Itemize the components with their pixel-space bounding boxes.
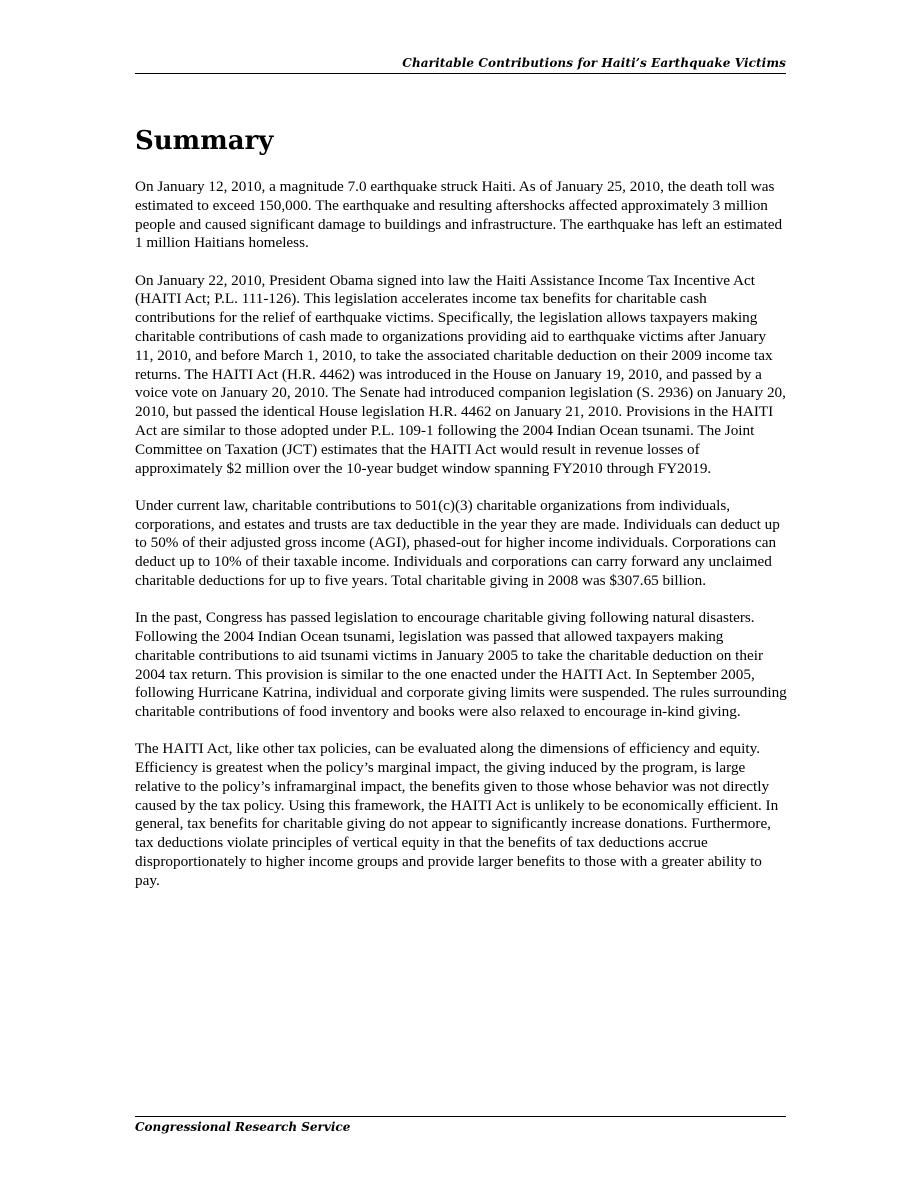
paragraph-past-legislation: In the past, Congress has passed legislation to encourage charitable giving following natural disasters. Following the 2004 Indian Ocean tsunami, legislation was passed that allowed taxpayers making charitable contributions to aid tsunami victims in January 2005 to take the charitable deduction on their 2004 tax return. This provision is similar to the one enacted under the HAITI Act. In September 2005, following Hurricane Katrina, individual and corporate giving limits were suspended. The rules surrounding charitable contributions of food inventory and books were also relaxed to encourage in-kind giving. (135, 609, 787, 721)
summary-body (135, 178, 787, 909)
paragraph-efficiency-equity: The HAITI Act, like other tax policies, can be evaluated along the dimensions of efficiency and equity. Efficiency is greatest when the policy’s marginal impact, the giving induced by the program, is large relative to the policy’s inframarginal impact, the benefits given to those whose behavior was not directly caused by the tax policy. Using this framework, the HAITI Act is unlikely to be economically efficient. In general, tax benefits for charitable giving do not appear to significantly increase donations. Furthermore, tax deductions violate principles of vertical equity in that the benefits of tax deductions accrue disproportionately to higher income groups and provide larger benefits to those with a greater ability to pay. (135, 740, 779, 889)
footer-publisher: Congressional Research Service (135, 1120, 351, 1134)
paragraph-haiti-act: On January 22, 2010, President Obama signed into law the Haiti Assistance Income Tax Incentive Act (HAITI Act; P.L. 111-126). This legislation accelerates income tax benefits for charitable cash contributions for the relief of earthquake victims. Specifically, the legislation allows taxpayers making charitable contributions of cash made to organizations providing aid to earthquake victims after January 11, 2010, and before March 1, 2010, to take the associated charitable deduction on their 2009 income tax returns. The HAITI Act (H.R. 4462) was introduced in the House on January 19, 2010, and passed by a voice vote on January 20, 2010. The Senate had introduced companion legislation (S. 2936) on January 20, 2010, but passed the identical House legislation H.R. 4462 on January 21, 2010. Provisions in the HAITI Act are similar to those adopted under P.L. 109-1 following the 2004 Indian Ocean tsunami. The Joint Committee on Taxation (JCT) estimates that the HAITI Act would result in revenue losses of approximately $2 million over the 10-year budget window spanning FY2010 through FY2019. (135, 271, 786, 477)
running-header-title: Charitable Contributions for Haiti’s Earthquake Victims (402, 56, 786, 70)
paragraph-earthquake-overview: On January 12, 2010, a magnitude 7.0 earthquake struck Haiti. As of January 25, 2010, the death toll was estimated to exceed 150,000. The earthquake and resulting aftershocks affected approximately 3 million people and caused significant damage to buildings and infrastructure. The earthquake has left an estimated 1 million Haitians homeless. (135, 178, 783, 252)
paragraph-current-law: Under current law, charitable contributions to 501(c)(3) charitable organizations from individuals, corporations, and estates and trusts are tax deductible in the year they are made. Individuals can deduct up to 50% of their adjusted gross income (AGI), phased-out for higher income individuals. Corporations can deduct up to 10% of their taxable income. Individuals and corporations can carry forward any unclaimed charitable deductions for up to five years. Total charitable giving in 2008 was $307.65 billion. (135, 496, 780, 589)
page-title: Summary (135, 126, 274, 156)
footer-divider (135, 1116, 786, 1117)
header-divider (135, 73, 786, 74)
